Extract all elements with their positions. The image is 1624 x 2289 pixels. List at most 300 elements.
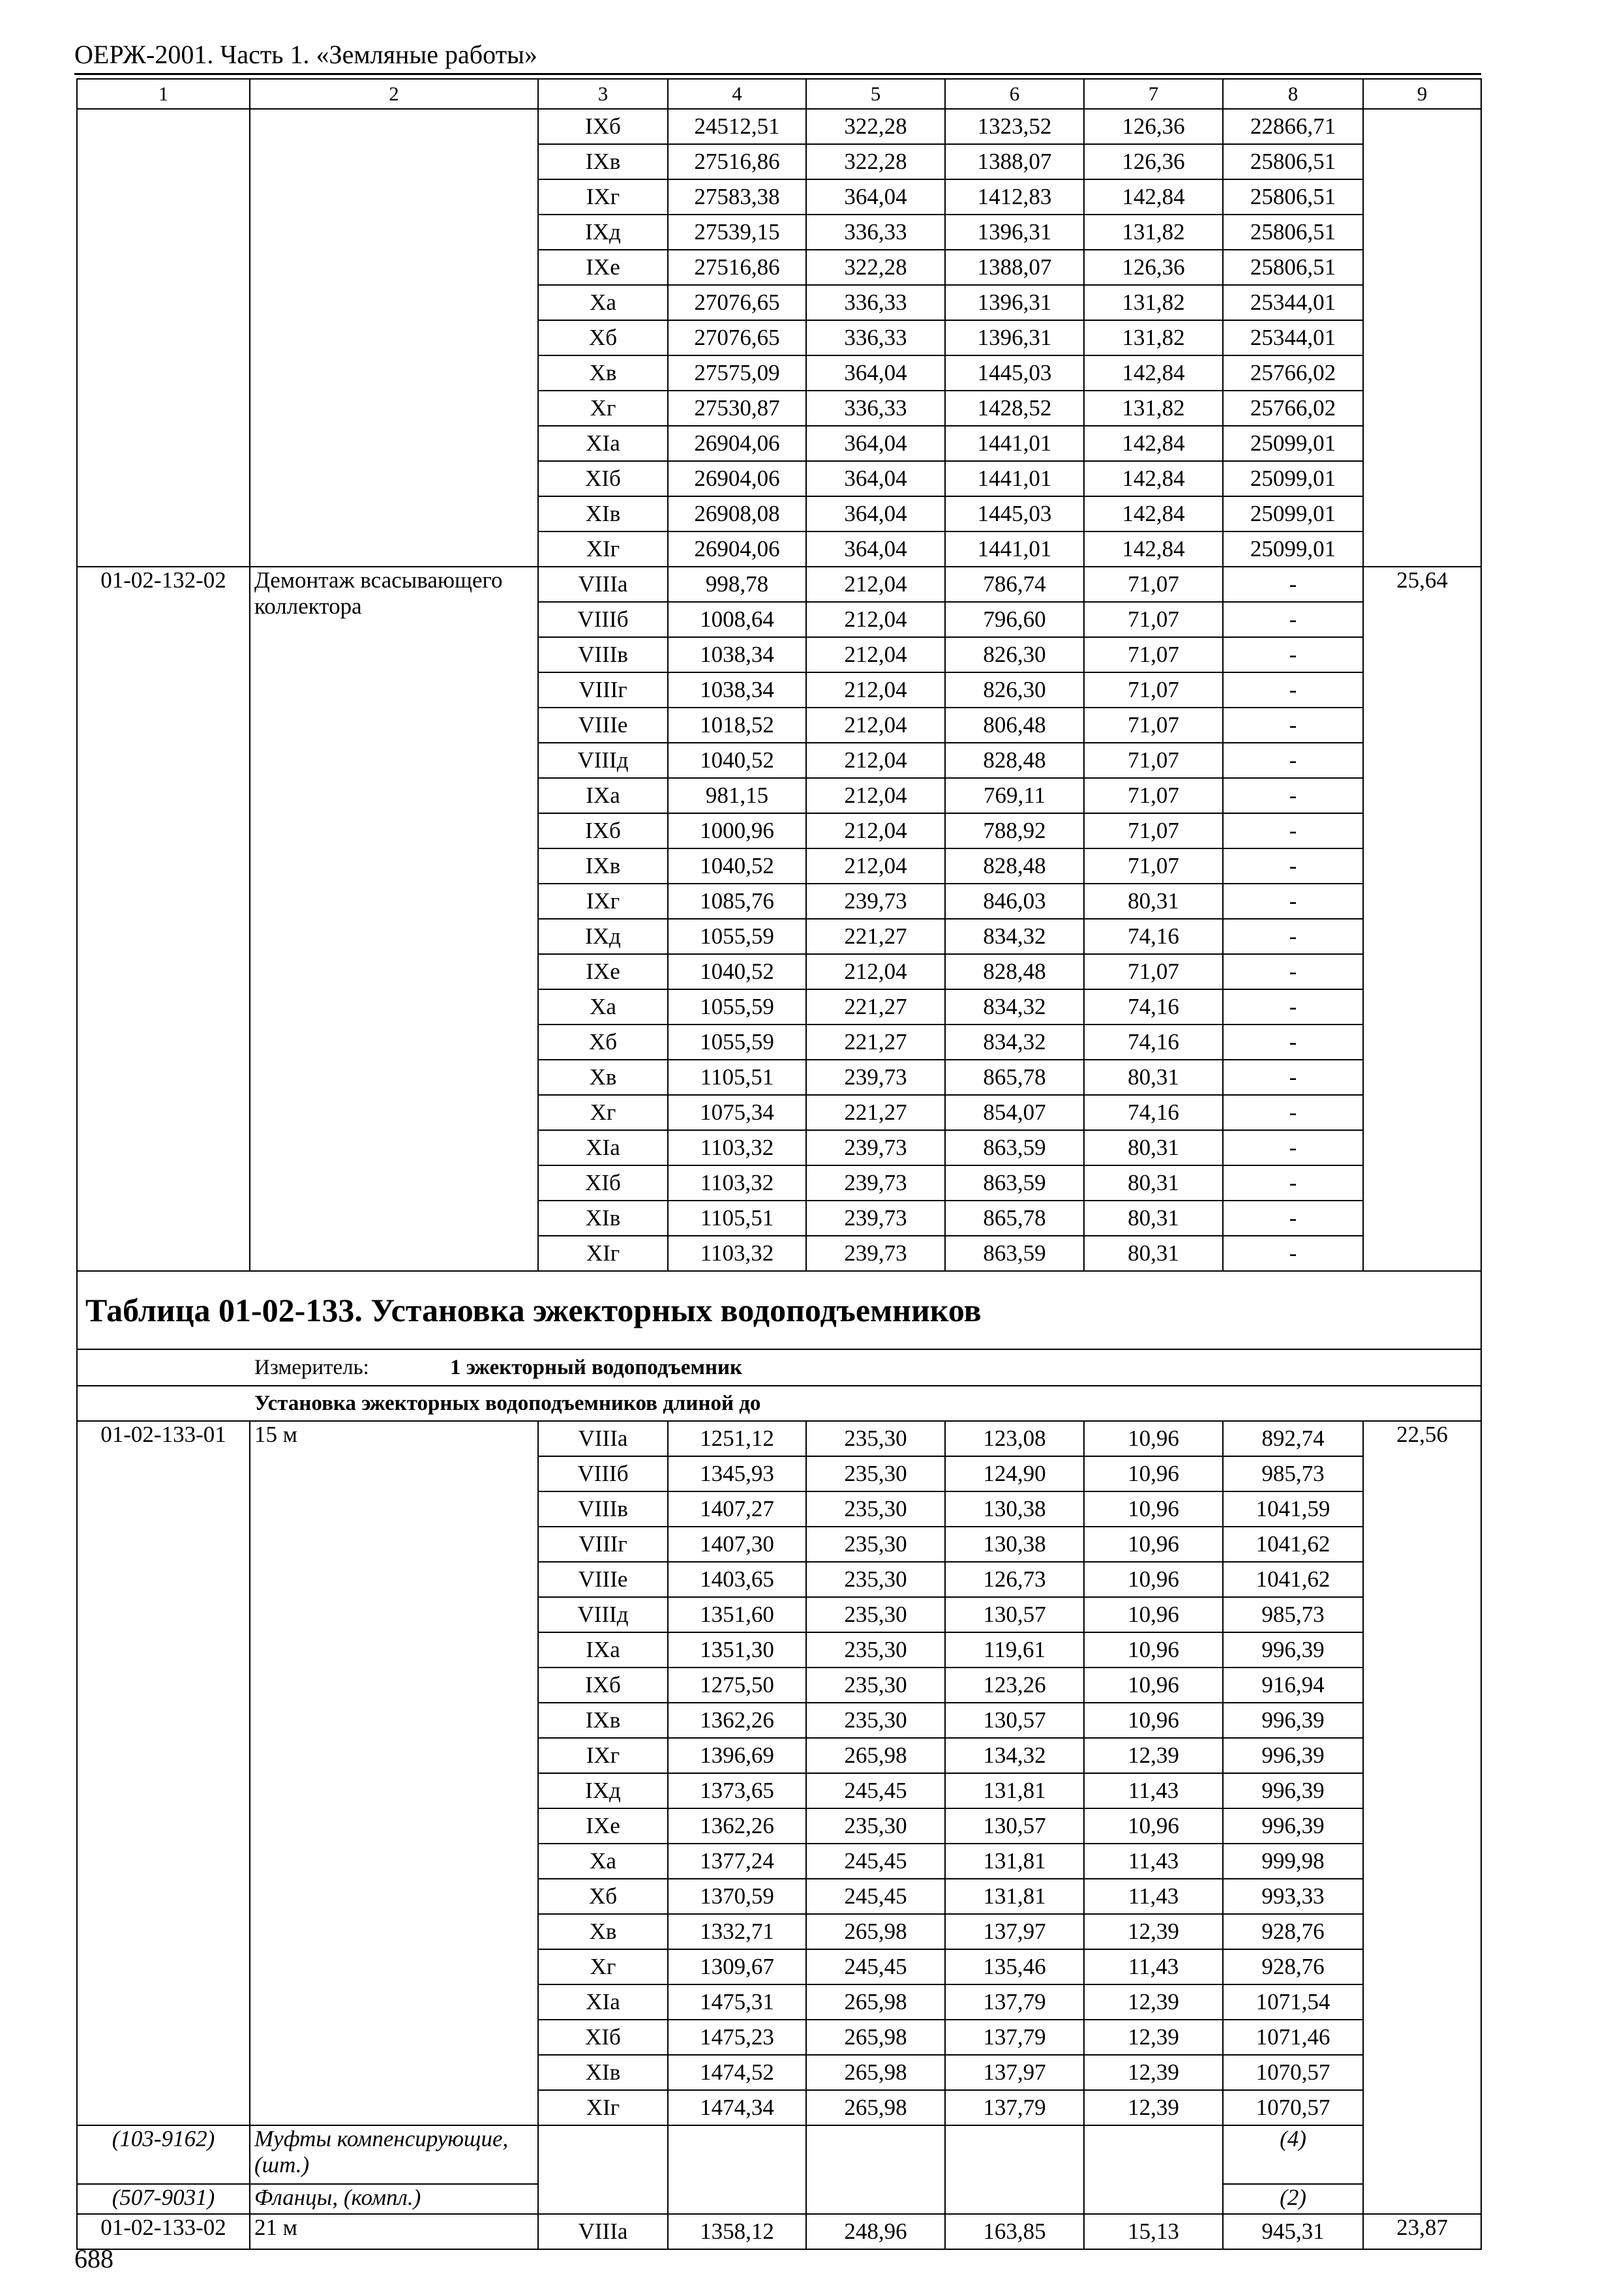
value-cell: 124,90 (945, 1456, 1084, 1491)
value-cell: 245,45 (806, 1949, 945, 1984)
value-cell: 1332,71 (668, 1914, 806, 1949)
value-cell: 239,73 (806, 1130, 945, 1165)
value-cell: 11,43 (1084, 1844, 1223, 1879)
header-rule (74, 73, 1481, 75)
value-cell: 12,39 (1084, 2020, 1223, 2055)
value-cell: 212,04 (806, 567, 945, 602)
value-cell: 336,33 (806, 285, 945, 320)
value-cell: 1018,52 (668, 708, 806, 743)
value-cell: 142,84 (1084, 531, 1223, 567)
value-cell: 22866,71 (1223, 109, 1363, 144)
value-cell: 916,94 (1223, 1668, 1363, 1703)
zone-cell: VIIIб (538, 602, 668, 637)
value-cell: 364,04 (806, 355, 945, 391)
value-cell: - (1223, 813, 1363, 848)
value-cell: - (1223, 848, 1363, 884)
value-cell: 235,30 (806, 1632, 945, 1668)
value-cell: 928,76 (1223, 1914, 1363, 1949)
value-cell: 71,07 (1084, 813, 1223, 848)
meter-row (77, 1349, 1481, 1386)
zone-cell: XIв (538, 496, 668, 531)
rate-code-cell: 01-02-132-02 (77, 567, 250, 1271)
value-cell: - (1223, 743, 1363, 778)
value-cell: 212,04 (806, 848, 945, 884)
value-cell: 10,96 (1084, 1491, 1223, 1527)
value-cell: 131,82 (1084, 391, 1223, 426)
value-cell: 863,59 (945, 1236, 1084, 1271)
value-cell: - (1223, 708, 1363, 743)
meter-value: 1 эжекторный водоподъемник (450, 1356, 742, 1379)
value-cell: 981,15 (668, 778, 806, 813)
value-cell: 1351,60 (668, 1597, 806, 1632)
value-cell: 1041,62 (1223, 1527, 1363, 1562)
value-cell: 134,32 (945, 1738, 1084, 1773)
zone-cell: XIа (538, 1130, 668, 1165)
zone-cell: Xа (538, 1844, 668, 1879)
zone-cell: IXб (538, 1668, 668, 1703)
value-cell: 865,78 (945, 1201, 1084, 1236)
empty-cell (538, 2125, 668, 2184)
value-cell: 245,45 (806, 1879, 945, 1914)
value-cell: 239,73 (806, 884, 945, 919)
value-cell: 12,39 (1084, 1984, 1223, 2020)
value-cell: 1038,34 (668, 637, 806, 672)
value-cell: 265,98 (806, 1738, 945, 1773)
value-cell: 142,84 (1084, 496, 1223, 531)
value-cell: 834,32 (945, 1025, 1084, 1060)
zone-cell: XIа (538, 426, 668, 461)
value-cell: 336,33 (806, 320, 945, 355)
value-cell: 1475,31 (668, 1984, 806, 2020)
value-cell: 123,08 (945, 1421, 1084, 1456)
value-cell: 265,98 (806, 1914, 945, 1949)
value-cell: 322,28 (806, 250, 945, 285)
value-cell: 248,96 (806, 2214, 945, 2249)
column-header: 7 (1084, 79, 1223, 109)
empty-cell (806, 2125, 945, 2184)
value-cell: 212,04 (806, 672, 945, 708)
value-cell: 1309,67 (668, 1949, 806, 1984)
value-cell: 25344,01 (1223, 285, 1363, 320)
value-cell: 235,30 (806, 1456, 945, 1491)
value-cell: 1008,64 (668, 602, 806, 637)
value-cell: 221,27 (806, 1095, 945, 1130)
value-cell: 239,73 (806, 1236, 945, 1271)
value-cell: 212,04 (806, 602, 945, 637)
value-cell: 27076,65 (668, 285, 806, 320)
value-cell: 1070,57 (1223, 2055, 1363, 2090)
value-cell: 235,30 (806, 1597, 945, 1632)
value-cell: 1377,24 (668, 1844, 806, 1879)
value-cell: 212,04 (806, 954, 945, 989)
zone-cell: XIв (538, 1201, 668, 1236)
value-cell: 11,43 (1084, 1773, 1223, 1808)
value-cell: 25344,01 (1223, 320, 1363, 355)
value-cell: 12,39 (1084, 2090, 1223, 2125)
value-cell: 10,96 (1084, 1632, 1223, 1668)
value-cell: 1373,65 (668, 1773, 806, 1808)
zone-cell: Xг (538, 1095, 668, 1130)
rate-code-cell: 01-02-133-02 (77, 2214, 250, 2249)
work-name-cell: 15 м (250, 1421, 538, 2125)
value-cell: 25806,51 (1223, 215, 1363, 250)
value-cell: 1441,01 (945, 426, 1084, 461)
value-cell: 25806,51 (1223, 179, 1363, 215)
value-cell: 71,07 (1084, 602, 1223, 637)
zone-cell: Xб (538, 1025, 668, 1060)
value-cell: 336,33 (806, 391, 945, 426)
value-cell: 1474,34 (668, 2090, 806, 2125)
value-cell: 1251,12 (668, 1421, 806, 1456)
value-cell: 999,98 (1223, 1844, 1363, 1879)
value-cell: 1407,30 (668, 1527, 806, 1562)
value-cell: - (1223, 672, 1363, 708)
value-cell: 221,27 (806, 919, 945, 954)
page-number: 688 (74, 2244, 113, 2273)
labor-cell: 25,64 (1363, 567, 1481, 1271)
value-cell: 25099,01 (1223, 426, 1363, 461)
value-cell: 265,98 (806, 2055, 945, 2090)
value-cell: 71,07 (1084, 637, 1223, 672)
value-cell: 1474,52 (668, 2055, 806, 2090)
value-cell: 1441,01 (945, 531, 1084, 567)
value-cell: 854,07 (945, 1095, 1084, 1130)
empty-cell (1084, 2184, 1223, 2214)
value-cell: 1403,65 (668, 1562, 806, 1597)
value-cell: - (1223, 919, 1363, 954)
value-cell: 239,73 (806, 1060, 945, 1095)
zone-cell: IXе (538, 250, 668, 285)
empty-cell (668, 2125, 806, 2184)
value-cell: - (1223, 637, 1363, 672)
value-cell: 1085,76 (668, 884, 806, 919)
value-cell: - (1223, 1165, 1363, 1201)
value-cell: 1105,51 (668, 1201, 806, 1236)
value-cell: 74,16 (1084, 1025, 1223, 1060)
value-cell: - (1223, 602, 1363, 637)
zone-cell: VIIIа (538, 567, 668, 602)
value-cell: 1070,57 (1223, 2090, 1363, 2125)
table-row (77, 567, 1481, 602)
value-cell: 74,16 (1084, 1095, 1223, 1130)
labor-cell: 22,56 (1363, 1421, 1481, 2214)
zone-cell: IXв (538, 144, 668, 179)
value-cell: 322,28 (806, 144, 945, 179)
value-cell: - (1223, 1130, 1363, 1165)
value-cell: 769,11 (945, 778, 1084, 813)
value-cell: 25099,01 (1223, 496, 1363, 531)
value-cell: 1103,32 (668, 1236, 806, 1271)
value-cell: 985,73 (1223, 1456, 1363, 1491)
value-cell: 235,30 (806, 1491, 945, 1527)
value-cell: 71,07 (1084, 743, 1223, 778)
value-cell: 142,84 (1084, 426, 1223, 461)
zone-cell: Xб (538, 320, 668, 355)
value-cell: 239,73 (806, 1165, 945, 1201)
value-cell: 996,39 (1223, 1738, 1363, 1773)
value-cell: - (1223, 778, 1363, 813)
value-cell: 892,74 (1223, 1421, 1363, 1456)
value-cell: 364,04 (806, 531, 945, 567)
value-cell: - (1223, 1236, 1363, 1271)
value-cell: 131,82 (1084, 215, 1223, 250)
value-cell: 71,07 (1084, 954, 1223, 989)
zone-cell: XIб (538, 461, 668, 496)
zone-cell: XIб (538, 1165, 668, 1201)
subheading-row (77, 1386, 1481, 1421)
value-cell: 27516,86 (668, 250, 806, 285)
column-header: 9 (1363, 79, 1481, 109)
value-cell: 25766,02 (1223, 391, 1363, 426)
value-cell: 1055,59 (668, 919, 806, 954)
value-cell: 1055,59 (668, 989, 806, 1025)
value-cell: 1345,93 (668, 1456, 806, 1491)
value-cell: 27539,15 (668, 215, 806, 250)
zone-cell: Xв (538, 1914, 668, 1949)
value-cell: 10,96 (1084, 1597, 1223, 1632)
value-cell: 1396,69 (668, 1738, 806, 1773)
zone-cell: VIIIе (538, 1562, 668, 1597)
value-cell: 10,96 (1084, 1668, 1223, 1703)
value-cell: 25099,01 (1223, 461, 1363, 496)
value-cell: 137,79 (945, 1984, 1084, 2020)
value-cell: 786,74 (945, 567, 1084, 602)
value-cell: 1040,52 (668, 743, 806, 778)
zone-cell: VIIIе (538, 708, 668, 743)
value-cell: 221,27 (806, 989, 945, 1025)
value-cell: 806,48 (945, 708, 1084, 743)
zone-cell: IXб (538, 813, 668, 848)
value-cell: 1370,59 (668, 1879, 806, 1914)
value-cell: 25766,02 (1223, 355, 1363, 391)
value-cell: 826,30 (945, 637, 1084, 672)
value-cell: 1396,31 (945, 320, 1084, 355)
value-cell: 996,39 (1223, 1703, 1363, 1738)
value-cell: 996,39 (1223, 1632, 1363, 1668)
value-cell: 1075,34 (668, 1095, 806, 1130)
value-cell: - (1223, 567, 1363, 602)
zone-cell: IXг (538, 884, 668, 919)
value-cell: 1441,01 (945, 461, 1084, 496)
value-cell: 996,39 (1223, 1773, 1363, 1808)
value-cell: 80,31 (1084, 1165, 1223, 1201)
value-cell: 74,16 (1084, 989, 1223, 1025)
value-cell: 998,78 (668, 567, 806, 602)
value-cell: 10,96 (1084, 1703, 1223, 1738)
value-cell: - (1223, 954, 1363, 989)
zone-cell: XIг (538, 1236, 668, 1271)
zone-cell: IXа (538, 1632, 668, 1668)
value-cell: 1040,52 (668, 954, 806, 989)
value-cell: 131,82 (1084, 285, 1223, 320)
value-cell: 336,33 (806, 215, 945, 250)
value-cell: 142,84 (1084, 179, 1223, 215)
zone-cell: IXа (538, 778, 668, 813)
zone-cell: Xб (538, 1879, 668, 1914)
labor-cell (1363, 109, 1481, 567)
value-cell: 137,97 (945, 1914, 1084, 1949)
zone-cell: IXг (538, 179, 668, 215)
zone-cell: Xг (538, 1949, 668, 1984)
value-cell: 235,30 (806, 1703, 945, 1738)
material-qty: (2) (1223, 2184, 1363, 2214)
value-cell: 130,57 (945, 1808, 1084, 1844)
value-cell: 239,73 (806, 1201, 945, 1236)
value-cell: 1445,03 (945, 496, 1084, 531)
subheading: Установка эжекторных водоподъемников длиной до (254, 1392, 761, 1415)
zone-cell: Xг (538, 391, 668, 426)
value-cell: - (1223, 989, 1363, 1025)
value-cell: 993,33 (1223, 1879, 1363, 1914)
zone-cell: IXе (538, 954, 668, 989)
value-cell: 788,92 (945, 813, 1084, 848)
zone-cell: IXг (538, 1738, 668, 1773)
value-cell: 130,57 (945, 1597, 1084, 1632)
value-cell: 265,98 (806, 2090, 945, 2125)
value-cell: 71,07 (1084, 567, 1223, 602)
value-cell: 1275,50 (668, 1668, 806, 1703)
value-cell: 131,82 (1084, 320, 1223, 355)
material-row (77, 2184, 1481, 2214)
value-cell: 71,07 (1084, 708, 1223, 743)
value-cell: 996,39 (1223, 1808, 1363, 1844)
value-cell: 130,38 (945, 1527, 1084, 1562)
empty-cell (668, 2184, 806, 2214)
value-cell: 834,32 (945, 919, 1084, 954)
zone-cell: VIIIв (538, 1491, 668, 1527)
value-cell: 137,79 (945, 2020, 1084, 2055)
value-cell: 130,57 (945, 1703, 1084, 1738)
value-cell: 11,43 (1084, 1879, 1223, 1914)
value-cell: - (1223, 1025, 1363, 1060)
value-cell: 11,43 (1084, 1949, 1223, 1984)
value-cell: 71,07 (1084, 848, 1223, 884)
table-title: Таблица 01-02-133. Установка эжекторных водоподъемников (77, 1271, 1481, 1349)
value-cell: 80,31 (1084, 1201, 1223, 1236)
value-cell: 863,59 (945, 1165, 1084, 1201)
value-cell: 235,30 (806, 1668, 945, 1703)
zone-cell: XIг (538, 531, 668, 567)
zone-cell: Xв (538, 1060, 668, 1095)
value-cell: 163,85 (945, 2214, 1084, 2249)
value-cell: 1351,30 (668, 1632, 806, 1668)
value-cell: 928,76 (1223, 1949, 1363, 1984)
value-cell: 245,45 (806, 1773, 945, 1808)
empty-cell (1084, 2125, 1223, 2184)
value-cell: 10,96 (1084, 1527, 1223, 1562)
value-cell: 1396,31 (945, 215, 1084, 250)
value-cell: 26904,06 (668, 461, 806, 496)
value-cell: 131,81 (945, 1879, 1084, 1914)
value-cell: 1323,52 (945, 109, 1084, 144)
value-cell: 265,98 (806, 1984, 945, 2020)
zone-cell: VIIIг (538, 672, 668, 708)
value-cell: 10,96 (1084, 1808, 1223, 1844)
zone-cell: VIIIб (538, 1456, 668, 1491)
value-cell: 1040,52 (668, 848, 806, 884)
value-cell: 1041,59 (1223, 1491, 1363, 1527)
zone-cell: XIб (538, 2020, 668, 2055)
value-cell: 1358,12 (668, 2214, 806, 2249)
value-cell: 27516,86 (668, 144, 806, 179)
value-cell: 985,73 (1223, 1597, 1363, 1632)
column-header: 2 (250, 79, 538, 109)
value-cell: 10,96 (1084, 1421, 1223, 1456)
zone-cell: Xа (538, 285, 668, 320)
value-cell: 80,31 (1084, 884, 1223, 919)
value-cell: 834,32 (945, 989, 1084, 1025)
value-cell: 12,39 (1084, 2055, 1223, 2090)
value-cell: 126,36 (1084, 250, 1223, 285)
value-cell: 1103,32 (668, 1165, 806, 1201)
value-cell: 27530,87 (668, 391, 806, 426)
zone-cell: XIа (538, 1984, 668, 2020)
material-code: (103-9162) (77, 2125, 250, 2184)
value-cell: 1362,26 (668, 1703, 806, 1738)
value-cell: 846,03 (945, 884, 1084, 919)
meter-cell (77, 1349, 1481, 1386)
value-cell: 1071,46 (1223, 2020, 1363, 2055)
value-cell: 24512,51 (668, 109, 806, 144)
value-cell: 322,28 (806, 109, 945, 144)
value-cell: 1362,26 (668, 1808, 806, 1844)
material-name: Фланцы, (компл.) (250, 2184, 538, 2214)
value-cell: - (1223, 1060, 1363, 1095)
value-cell: 212,04 (806, 743, 945, 778)
zone-cell: XIв (538, 2055, 668, 2090)
column-header: 4 (668, 79, 806, 109)
empty-cell (945, 2125, 1084, 2184)
table-row (77, 109, 1481, 144)
value-cell: 131,81 (945, 1773, 1084, 1808)
value-cell: 137,79 (945, 2090, 1084, 2125)
value-cell: 123,26 (945, 1668, 1084, 1703)
value-cell: 863,59 (945, 1130, 1084, 1165)
value-cell: 1055,59 (668, 1025, 806, 1060)
column-header: 8 (1223, 79, 1363, 109)
value-cell: 364,04 (806, 179, 945, 215)
value-cell: 212,04 (806, 778, 945, 813)
value-cell: 126,36 (1084, 109, 1223, 144)
rates-table (76, 78, 1482, 2250)
value-cell: 235,30 (806, 1421, 945, 1456)
value-cell: 235,30 (806, 1562, 945, 1597)
value-cell: 142,84 (1084, 355, 1223, 391)
value-cell: 826,30 (945, 672, 1084, 708)
value-cell: 130,38 (945, 1491, 1084, 1527)
value-cell: 12,39 (1084, 1914, 1223, 1949)
value-cell: 828,48 (945, 954, 1084, 989)
subheading-cell (77, 1386, 1481, 1421)
material-name: Муфты компенсирующие, (шт.) (250, 2125, 538, 2184)
work-name-cell: 21 м (250, 2214, 538, 2249)
value-cell: 71,07 (1084, 778, 1223, 813)
table-row (77, 2214, 1481, 2249)
value-cell: 1396,31 (945, 285, 1084, 320)
value-cell: 27575,09 (668, 355, 806, 391)
value-cell: 119,61 (945, 1632, 1084, 1668)
zone-cell: IXв (538, 848, 668, 884)
value-cell: 80,31 (1084, 1060, 1223, 1095)
zone-cell: IXе (538, 1808, 668, 1844)
value-cell: 126,73 (945, 1562, 1084, 1597)
value-cell: - (1223, 1095, 1363, 1130)
value-cell: 212,04 (806, 813, 945, 848)
value-cell: 235,30 (806, 1808, 945, 1844)
value-cell: 10,96 (1084, 1456, 1223, 1491)
table-title-row (77, 1271, 1481, 1349)
column-header: 1 (77, 79, 250, 109)
